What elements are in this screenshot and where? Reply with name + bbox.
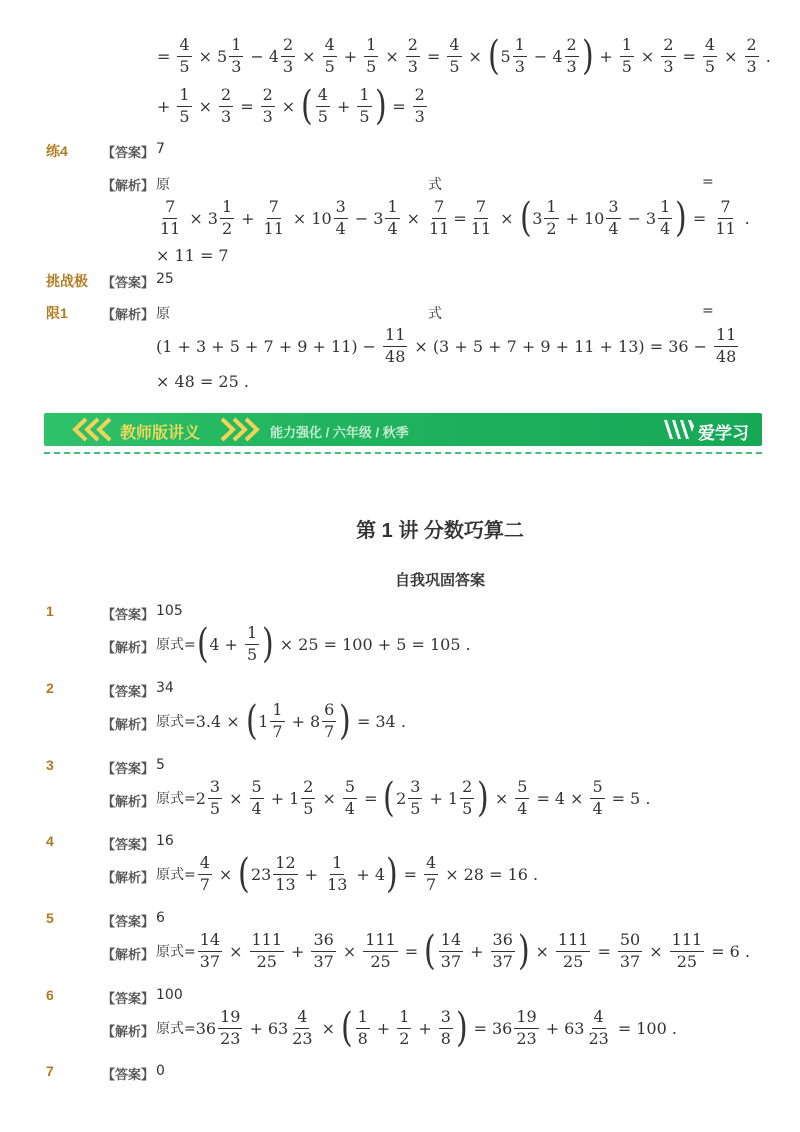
problem-number: 7 [46, 1063, 54, 1079]
banner-divider [44, 452, 762, 454]
challenge-tag-line2: 限1 [46, 305, 68, 321]
analysis-label: 【解析】 [102, 640, 155, 655]
challenge-answer: 25 [156, 271, 174, 287]
problem-number: 5 [46, 910, 54, 926]
answer-label: 【答案】 [102, 607, 155, 622]
logo-icon [662, 417, 696, 442]
exercise-4-tail: × 11 = 7 [156, 246, 229, 265]
answer-label: 【答案】 [102, 761, 155, 776]
analysis-label: 【解析】 [102, 947, 155, 962]
challenge-formula: (1 + 3 + 5 + 7 + 9 + 11) − $\frac{11}{48}$ × (3 + 5 + 7 + 9 + 11 + 13) = 36 − $\frac{11}{48}$ [156, 325, 737, 366]
problem-1-formula: 原式= ( 4 + $\frac{1}{5}$ ) × 25 = 100 + 5 = 105 . [156, 621, 471, 667]
exercise-4-answer: 7 [156, 141, 165, 157]
analysis-label: 【解析】 [102, 717, 155, 732]
problem-answer: 100 [156, 987, 183, 1003]
lesson-title: 第 1 讲 分数巧算二 [356, 520, 524, 542]
analysis-label: 【解析】 [102, 1024, 155, 1039]
problem-number: 1 [46, 603, 54, 619]
orig-char: 原 [156, 306, 170, 322]
problem-6-formula: 原式= 36 19 23 + 63 $\frac{4}{23}$ × ( 1 8 + $\frac{1}{2}$ + $\frac{3}{8}$ ) = 36 19 23 + 63 $\frac{4}{23}$ = 100 . [156, 1005, 677, 1051]
problem-answer: 34 [156, 680, 174, 696]
exercise-4-formula: $\frac{7}{11}$ × 3 1 2 + $\frac{7}{11}$ × 10 3 4 − 3 $\frac{1}{4}$ × $\frac{7}{11}$ = $\frac{7}{11}$ × ( 3 1 2 + 10 3 4 − 3 1 4 ) = $\frac{7}{11}$ . [160, 195, 750, 241]
answer-label: 【答案】 [102, 914, 155, 929]
shi-char: 式 [428, 306, 442, 322]
problem-number: 4 [46, 833, 54, 849]
shi-char: 式 [428, 177, 442, 193]
answer-label: 【答案】 [102, 991, 155, 1006]
formula-line-1: = $\frac{4}{5}$ × 5 1 3 − 4 $\frac{2}{3}$ × $\frac{4}{5}$ + $\frac{1}{5}$ × $\frac{2}{3}$ = $\frac{4}{5}$ × ( 5 1 3 − 4 2 3 ) + $\frac{1}{5}$ × $\frac{2}{3}$ = $\frac{4}{5}$ × $\frac{2}{3}$ . [157, 33, 771, 79]
chevrons-right-icon [216, 416, 262, 443]
orig-char: 原 [156, 177, 170, 193]
problem-4-formula: 原式= $\frac{4}{7}$ × ( 23 12 13 + $\frac{1}{13}$ + 4 ) = $\frac{4}{7}$ × 28 = 16 . [156, 851, 539, 897]
logo-text: 爱学习 [698, 424, 749, 443]
problem-answer: 16 [156, 833, 174, 849]
problem-3-formula: 原式= 2 $\frac{3}{5}$ × $\frac{5}{4}$ + 1 $\frac{2}{5}$ × $\frac{5}{4}$ = ( 2 3 5 + 1 2 5 ) × $\frac{5}{4}$ = 4 × $\frac{5}{4}$ = 5 . [156, 775, 651, 821]
analysis-label: 【解析】 [102, 307, 155, 322]
problem-number: 2 [46, 680, 54, 696]
problem-answer: 5 [156, 757, 165, 773]
exercise-4-tag: 练4 [46, 143, 68, 159]
answer-label: 【答案】 [102, 837, 155, 852]
analysis-label: 【解析】 [102, 178, 155, 193]
problem-5-formula: 原式= $\frac{14}{37}$ × $\frac{111}{25}$ + $\frac{36}{37}$ × $\frac{111}{25}$ = ( 14 37 + $\frac{36}{37}$ ) × $\frac{111}{25}$ = $\frac{50}{37}$ × $\frac{111}{25}$ = 6 . [156, 928, 750, 974]
problem-number: 3 [46, 757, 54, 773]
banner-breadcrumb: 能力强化 / 六年级 / 秋季 [270, 425, 409, 440]
challenge-tag-line1: 挑战极 [46, 273, 88, 289]
analysis-label: 【解析】 [102, 870, 155, 885]
analysis-label: 【解析】 [102, 794, 155, 809]
header-banner [44, 413, 762, 446]
problem-answer: 6 [156, 910, 165, 926]
equals-char: = [702, 174, 714, 190]
section-subtitle: 自我巩固答案 [394, 572, 485, 589]
answer-label: 【答案】 [102, 145, 155, 160]
equals-char: = [702, 303, 714, 319]
challenge-tail: × 48 = 25 . [156, 372, 249, 391]
answer-label: 【答案】 [102, 684, 155, 699]
problem-answer: 105 [156, 603, 183, 619]
problem-2-formula: 原式= 3.4 × ( 1 1 7 + 8 6 7 ) = 34 . [156, 698, 406, 744]
formula-line-2: + $\frac{1}{5}$ × $\frac{2}{3}$ = $\frac{2}{3}$ × ( 4 5 + $\frac{1}{5}$ ) = $\frac{2}{3}$ [157, 83, 425, 129]
chevrons-left-icon [70, 416, 122, 443]
banner-brand: 教师版讲义 [120, 425, 201, 442]
answer-label: 【答案】 [102, 275, 155, 290]
answer-label: 【答案】 [102, 1067, 155, 1082]
problem-number: 6 [46, 987, 54, 1003]
problem-answer: 0 [156, 1063, 165, 1079]
